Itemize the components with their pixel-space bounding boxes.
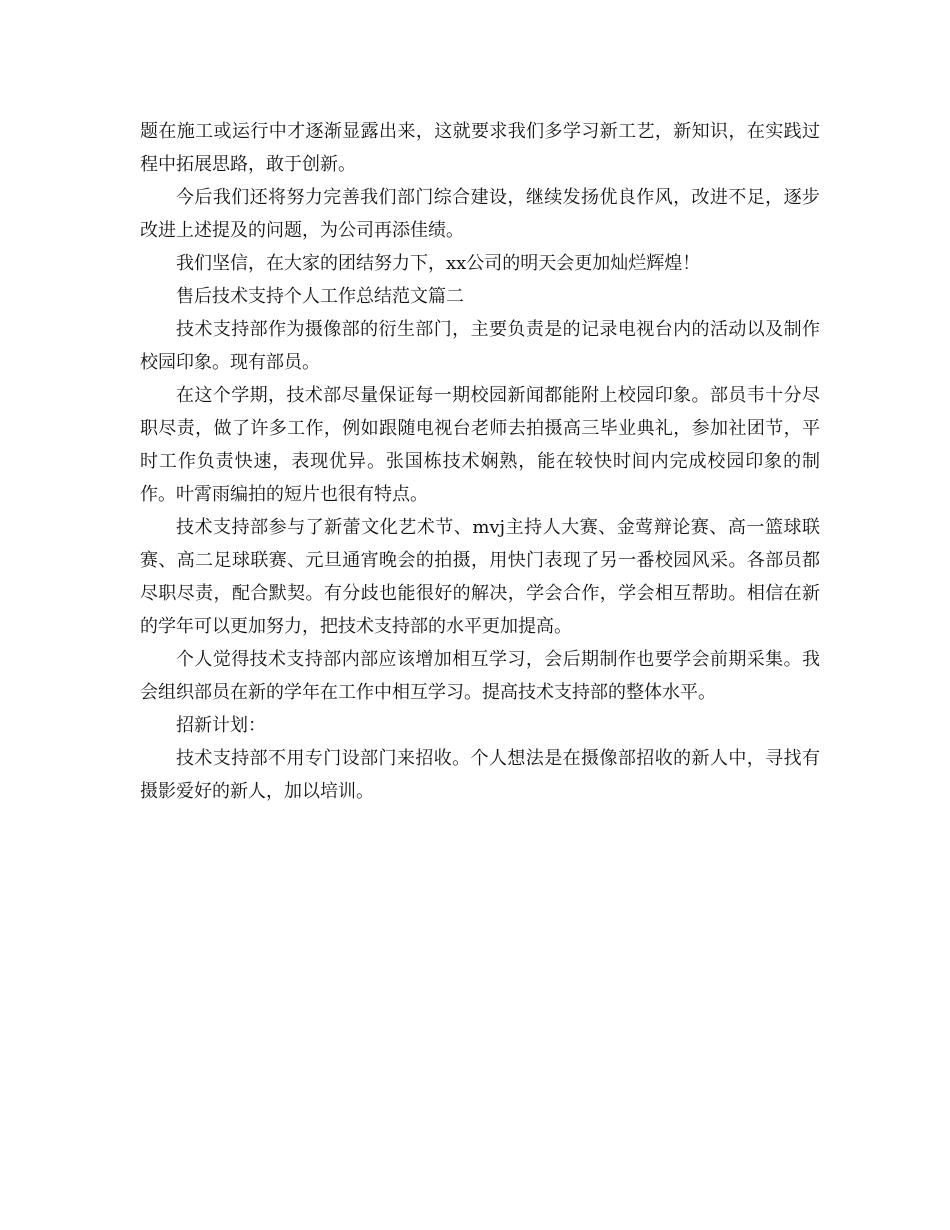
paragraph-recruit: 技术支持部不用专门设部门来招收。个人想法是在摄像部招收的新人中，寻找有摄影爱好的新人，加以培训。 <box>140 748 820 802</box>
paragraph-opinion: 个人觉得技术支持部内部应该增加相互学习，会后期制作也要学会前期采集。我会组织部员在新的学年在工作中相互学习。提高技术支持部的整体水平。 <box>140 649 820 703</box>
paragraph-intro: 技术支持部作为摄像部的衍生部门，主要负责是的记录电视台内的活动以及制作校园印象。现有部员。 <box>140 319 820 373</box>
paragraph-semester: 在这个学期，技术部尽量保证每一期校园新闻都能附上校园印象。部员韦十分尽职尽责，做了许多工作，例如跟随电视台老师去拍摄高三毕业典礼，参加社团节，平时工作负责快速，表现优异。张国栋技术娴熟，能在较快时间内完成校园印象的制作。叶霄雨编拍的短片也很有特点。 <box>140 385 820 505</box>
paragraph-belief: 我们坚信，在大家的团结努力下，xx公司的明天会更加灿烂辉煌！ <box>176 253 701 274</box>
document-body <box>140 115 820 808</box>
section-title: 售后技术支持个人工作总结范文篇二 <box>176 286 464 307</box>
paragraph-events: 技术支持部参与了新蕾文化艺术节、mvj主持人大赛、金莺辩论赛、高一篮球联赛、高二足球联赛、元旦通宵晚会的拍摄，用快门表现了另一番校园风采。各部员都尽职尽责，配合默契。有分歧也能很好的解决，学会合作，学会相互帮助。相信在新的学年可以更加努力，把技术支持部的水平更加提高。 <box>140 517 820 637</box>
paragraph-continuation: 题在施工或运行中才逐渐显露出来，这就要求我们多学习新工艺，新知识，在实践过程中拓展思路，敢于创新。 <box>140 121 820 175</box>
paragraph-improvement: 今后我们还将努力完善我们部门综合建设，继续发扬优良作风，改进不足，逐步改进上述提及的问题，为公司再添佳绩。 <box>140 187 820 241</box>
recruit-heading: 招新计划： <box>176 715 266 736</box>
